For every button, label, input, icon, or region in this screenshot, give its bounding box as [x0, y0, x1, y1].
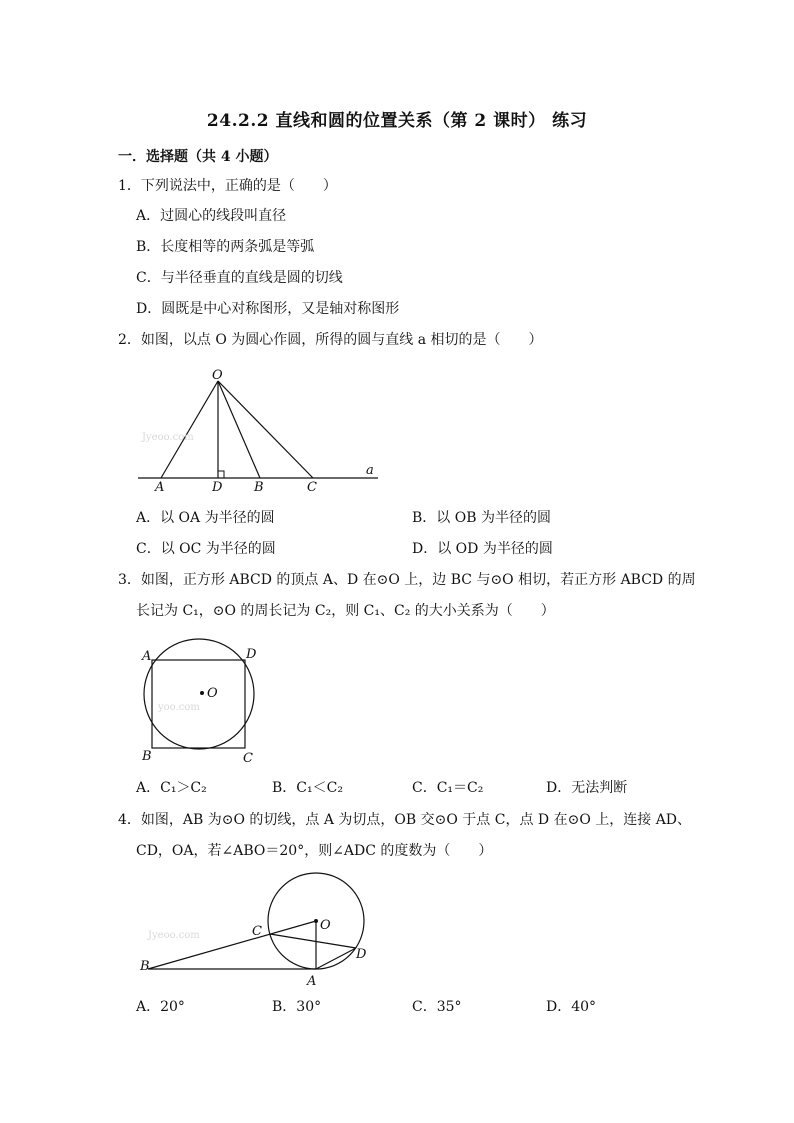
- label-a: A: [142, 649, 152, 664]
- q4-option-b[interactable]: B．30°: [272, 999, 322, 1015]
- label-a: A: [155, 480, 165, 495]
- q1-stem: 1．下列说法中，正确的是（ ）: [118, 178, 337, 194]
- q3-stem-line1: 3．如图，正方形 ABCD 的顶点 A、D 在⊙O 上，边 BC 与⊙O 相切，若正方形 ABCD 的周: [118, 572, 696, 588]
- q4-option-d[interactable]: D．40°: [546, 999, 597, 1015]
- q4-option-a[interactable]: A．20°: [136, 999, 185, 1015]
- q1-option-d[interactable]: D．圆既是中心对称图形，又是轴对称图形: [136, 301, 400, 317]
- segment-oa: [161, 381, 218, 478]
- label-o: O: [212, 368, 223, 383]
- q4-stem-line2: CD，OA，若∠ABO＝20°，则∠ADC 的度数为（ ）: [136, 843, 493, 859]
- q2-option-d[interactable]: D．以 OD 为半径的圆: [412, 541, 553, 557]
- q3-option-c[interactable]: C．C₁＝C₂: [412, 780, 484, 796]
- q2-diagram: [138, 381, 378, 478]
- q3-diagram: [144, 639, 254, 749]
- label-c: C: [307, 480, 317, 495]
- q1-option-c[interactable]: C．与半径垂直的直线是圆的切线: [136, 270, 343, 286]
- label-d: D: [356, 947, 367, 962]
- q2-option-b[interactable]: B．以 OB 为半径的圆: [412, 510, 551, 526]
- segment-ad: [316, 948, 356, 969]
- label-line-a: a: [366, 463, 374, 478]
- label-o: O: [320, 918, 331, 933]
- q3-stem-line2: 长记为 C₁，⊙O 的周长记为 C₂，则 C₁、C₂ 的大小关系为（ ）: [136, 603, 555, 619]
- q1-option-b[interactable]: B．长度相等的两条弧是等弧: [136, 239, 315, 255]
- segment-ob: [218, 381, 260, 478]
- page-title: 24.2.2 直线和圆的位置关系（第 2 课时） 练习: [206, 111, 588, 131]
- q4-diagram: [148, 873, 364, 969]
- label-d: D: [246, 647, 257, 662]
- label-b: B: [140, 959, 150, 974]
- label-a: A: [307, 974, 317, 989]
- circle-o: [268, 873, 364, 969]
- q3-option-a[interactable]: A．C₁＞C₂: [136, 780, 207, 796]
- label-c: C: [243, 751, 253, 766]
- square-abcd: [152, 660, 245, 748]
- circle-o: [144, 639, 254, 749]
- label-b: B: [254, 480, 264, 495]
- watermark: yoo.com: [158, 702, 200, 713]
- q2-option-a[interactable]: A．以 OA 为半径的圆: [136, 510, 275, 526]
- q2-option-c[interactable]: C．以 OC 为半径的圆: [136, 541, 276, 557]
- watermark: Jyeoo.com: [148, 930, 200, 941]
- q3-option-d[interactable]: D．无法判断: [546, 780, 628, 796]
- q1-option-a[interactable]: A．过圆心的线段叫直径: [136, 208, 287, 224]
- segment-cd: [270, 934, 356, 948]
- section-heading: 一．选择题（共 4 小题）: [118, 149, 278, 165]
- label-b: B: [142, 749, 152, 764]
- q4-option-c[interactable]: C．35°: [412, 999, 462, 1015]
- q2-stem: 2．如图，以点 O 为圆心作圆，所得的圆与直线 a 相切的是（ ）: [118, 332, 543, 348]
- q3-option-b[interactable]: B．C₁＜C₂: [272, 780, 343, 796]
- center-dot-o: [314, 919, 318, 923]
- label-o: O: [207, 686, 218, 701]
- q4-stem-line1: 4．如图，AB 为⊙O 的切线，点 A 为切点，OB 交⊙O 于点 C，点 D 在⊙O 上，连接 AD、: [118, 812, 692, 828]
- label-d: D: [212, 480, 223, 495]
- right-angle-mark: [218, 471, 224, 478]
- center-dot-o: [200, 691, 204, 695]
- watermark: Jyeoo.com: [142, 432, 194, 443]
- segment-bo: [148, 921, 316, 969]
- label-c: C: [252, 924, 262, 939]
- segment-oc: [218, 381, 313, 478]
